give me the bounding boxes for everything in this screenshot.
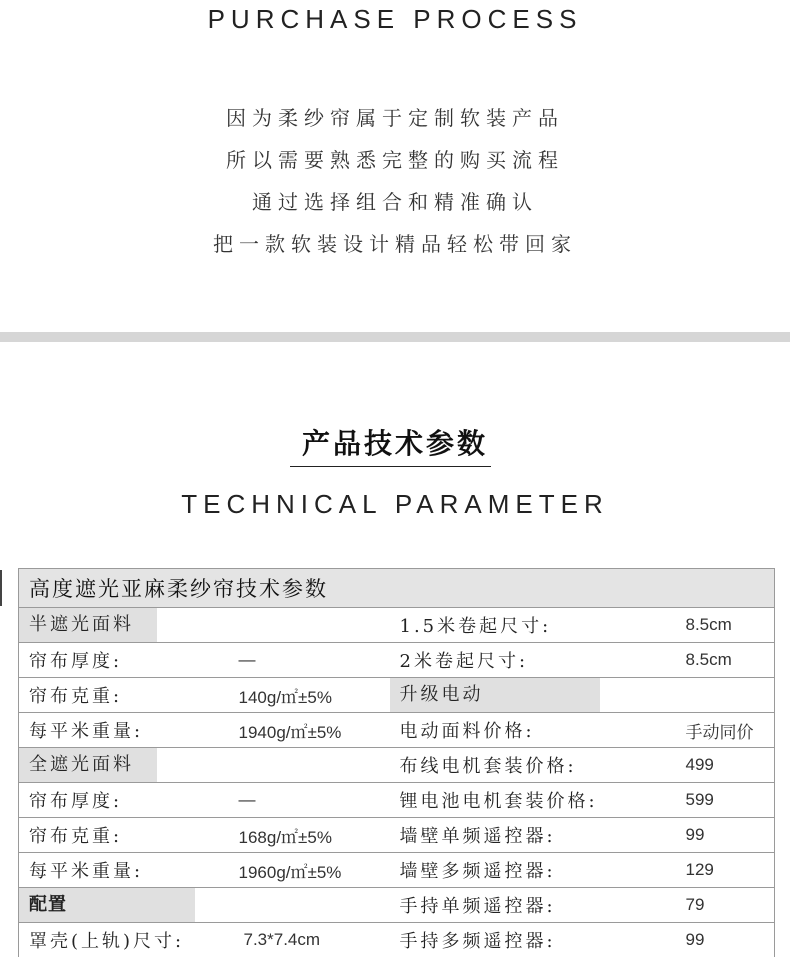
table-cell: 8.5cm bbox=[646, 650, 775, 670]
table-cell: 电动面料价格: bbox=[390, 717, 646, 743]
table-cell: 手动同价 bbox=[646, 718, 775, 743]
spec-table-title: 高度遮光亚麻柔纱帘技术参数 bbox=[19, 577, 328, 601]
table-cell: 手持单频遥控器: bbox=[390, 892, 646, 918]
title-underline bbox=[290, 466, 491, 467]
table-cell: 帘布克重: bbox=[19, 822, 224, 848]
table-cell: 168g/㎡±5% bbox=[224, 828, 332, 847]
section-label-motorized-upgrade: 升级电动 bbox=[390, 678, 600, 712]
tech-params-en-title: TECHNICAL PARAMETER bbox=[0, 489, 790, 520]
table-row bbox=[19, 783, 775, 818]
table-cell: 140g/㎡±5% bbox=[224, 688, 332, 707]
table-cell: 帘布厚度: bbox=[19, 787, 224, 813]
table-cell: 99 bbox=[646, 825, 775, 845]
table-cell: 帘布厚度: bbox=[19, 647, 224, 673]
table-cell: 129 bbox=[646, 860, 775, 880]
table-cell: — bbox=[224, 790, 256, 809]
table-cell: 99 bbox=[646, 930, 775, 950]
table-cell: 每平米重量: bbox=[19, 857, 224, 883]
spec-table bbox=[18, 568, 775, 957]
intro-line-1: 因为柔纱帘属于定制软装产品 bbox=[0, 102, 790, 131]
table-cell: 墙壁多频遥控器: bbox=[390, 857, 646, 883]
table-row bbox=[19, 608, 775, 643]
section-divider bbox=[0, 332, 790, 342]
table-cell: 1960g/㎡±5% bbox=[224, 863, 342, 882]
table-cell: 手持多频遥控器: bbox=[390, 927, 646, 953]
table-cell: 每平米重量: bbox=[19, 717, 224, 743]
section-label-semi-blackout: 半遮光面料 bbox=[19, 608, 157, 642]
section-label-configuration: 配置 bbox=[19, 888, 195, 922]
spec-table-header bbox=[19, 569, 775, 608]
table-cell bbox=[224, 615, 239, 634]
table-cell: 599 bbox=[646, 790, 775, 810]
table-cell: 墙壁单频遥控器: bbox=[390, 822, 646, 848]
table-cell: 锂电池电机套装价格: bbox=[390, 787, 646, 813]
purchase-process-title: PURCHASE PROCESS bbox=[0, 4, 790, 35]
table-row bbox=[19, 923, 775, 957]
intro-line-4: 把一款软装设计精品轻松带回家 bbox=[0, 228, 790, 257]
spec-table-header-row bbox=[19, 569, 775, 608]
table-row bbox=[19, 678, 775, 713]
table-cell: 1940g/㎡±5% bbox=[224, 723, 342, 742]
table-row bbox=[19, 713, 775, 748]
table-cell: 79 bbox=[646, 895, 775, 915]
table-cell: — bbox=[224, 650, 256, 669]
table-row bbox=[19, 818, 775, 853]
table-cell bbox=[224, 755, 239, 774]
tech-params-cn-title: 产品技术参数 bbox=[0, 422, 790, 462]
left-edge-marker bbox=[0, 570, 2, 606]
table-row bbox=[19, 748, 775, 783]
table-row bbox=[19, 643, 775, 678]
table-cell: 1.5米卷起尺寸: bbox=[390, 612, 646, 638]
table-row bbox=[19, 853, 775, 888]
table-cell: 2米卷起尺寸: bbox=[390, 647, 646, 673]
intro-line-3: 通过选择组合和精准确认 bbox=[0, 186, 790, 215]
section-label-full-blackout: 全遮光面料 bbox=[19, 748, 157, 782]
table-cell: 罩壳(上轨)尺寸: bbox=[19, 927, 224, 953]
intro-line-2: 所以需要熟悉完整的购买流程 bbox=[0, 144, 790, 173]
table-cell: 499 bbox=[646, 755, 775, 775]
table-row bbox=[19, 888, 775, 923]
table-cell: 8.5cm bbox=[646, 615, 775, 635]
table-cell: 帘布克重: bbox=[19, 682, 224, 708]
table-cell: 布线电机套装价格: bbox=[390, 752, 646, 778]
table-cell: 7.3*7.4cm bbox=[224, 930, 321, 949]
